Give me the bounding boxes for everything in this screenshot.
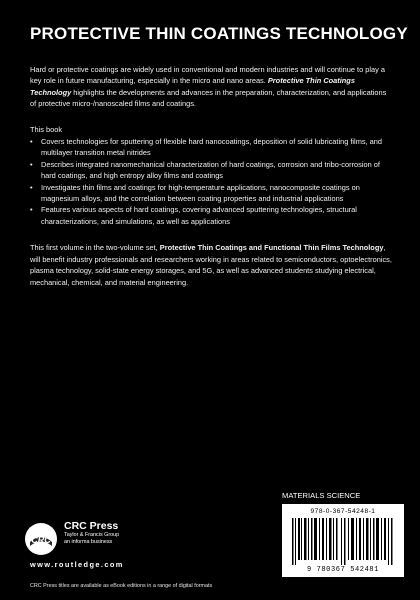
- bullet-icon: •: [30, 159, 33, 169]
- back-cover-title: PROTECTIVE THIN COATINGS TECHNOLOGY: [30, 24, 408, 43]
- closing-text-1: This first volume in the two-volume set,: [30, 243, 160, 253]
- feature-item: [30, 159, 394, 182]
- intro-text-2: highlights the developments and advances in the preparation, characterization, and applications of protective micro-/nanoscaled films and coatings.: [30, 87, 387, 109]
- isbn-barcode: [282, 504, 404, 577]
- feature-text: Describes integrated nanomechanical characterization of hard coatings, corrosion and tribo-corrosion of hard coatings, and high entropy alloy films and coatings: [41, 159, 380, 181]
- feature-list: [30, 136, 394, 227]
- publisher-website: www.routledge.com: [30, 560, 124, 569]
- this-book-label: This book: [30, 124, 63, 134]
- publisher-block: [64, 520, 119, 545]
- bullet-icon: •: [30, 137, 33, 147]
- isbn-number: 978-0-367-54248-1: [310, 508, 376, 515]
- subject-category: MATERIALS SCIENCE: [282, 491, 361, 500]
- bullet-icon: •: [30, 205, 33, 215]
- closing-text-2: , will benefit industry professionals and researchers working in areas related to semiconductors, optoelectronics, plasma technology, solid-state energy storages, and 5G, as well as advanced students studying electrical, mechanical, chemical, and material engineering.: [30, 243, 392, 287]
- barcode-icon: [292, 518, 394, 565]
- intro-paragraph: [30, 64, 394, 110]
- closing-paragraph: [30, 242, 394, 288]
- feature-item: [30, 182, 394, 205]
- feature-text: Covers technologies for sputtering of flexible hard nanocoatings, deposition of solid lubricating films, and multilayer transition metal nitrides: [41, 137, 382, 158]
- publisher-tagline: an informa business: [64, 538, 113, 545]
- bullet-icon: •: [30, 182, 33, 192]
- publisher-name: CRC Press: [64, 520, 119, 532]
- feature-text: Features various aspects of hard coatings, covering advanced sputtering technologies, structural characterizations, and simulations, as well as applications: [41, 205, 357, 226]
- feature-text: Investigates thin films and coatings for high-temperature applications, nanocomposite coatings on magnesium alloys, and the correlation between coating properties and industrial applications: [41, 182, 360, 204]
- intro-text-1: Hard or protective coatings are widely used in conventional and modern industries and will continue to play a key role in future manufacturing, especially in the micro and nano areas.: [30, 65, 385, 86]
- set-title: Protective Thin Coatings and Functional Thin Films Technology: [159, 243, 384, 253]
- intro-book-title: Protective Thin Coatings Technology: [30, 76, 355, 97]
- ebook-footnote: CRC Press titles are available as eBook editions in a range of digital formats: [30, 583, 213, 589]
- feature-item: [30, 204, 394, 227]
- logo-text: CRC: [31, 535, 51, 545]
- crc-press-logo-icon: [24, 522, 58, 556]
- barcode-digits: 9 780367 542481: [306, 566, 379, 574]
- publisher-group: Taylor & Francis Group: [64, 532, 120, 538]
- feature-item: [30, 136, 394, 159]
- description-block: [30, 64, 394, 288]
